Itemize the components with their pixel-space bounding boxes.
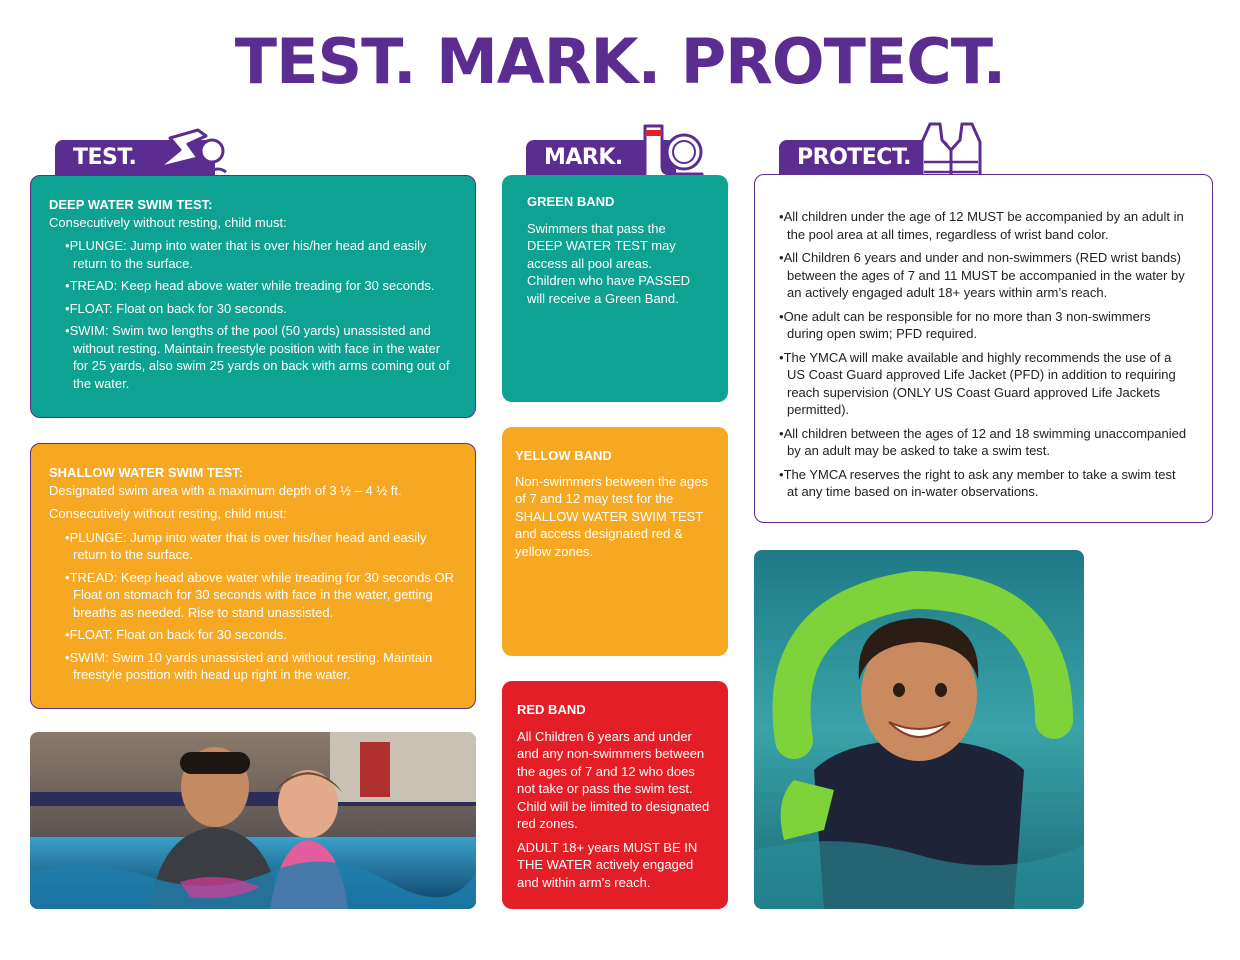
protect-rules-list (779, 208, 1188, 501)
yellow-band-card (502, 427, 728, 656)
yellow-band-text: Non-swimmers between the ages of 7 and 12 may test for the SHALLOW WATER SWIM TEST and access designated red & yellow zones. (515, 473, 708, 559)
deep-water-test-heading: DEEP WATER SWIM TEST: (49, 197, 213, 212)
list-item: • All Children 6 years and under and non-swimmers (RED wrist bands) between the ages of 7 and 11 MUST be accompanied in the water by an actively engaged adult 18+ years within arm’s reach. (779, 249, 1188, 302)
shallow-water-test-card (30, 443, 476, 709)
list-item: • TREAD: Keep head above water while treading for 30 seconds. (49, 277, 457, 295)
shallow-water-test-list (49, 529, 457, 684)
green-band-card (502, 175, 728, 402)
list-item: • FLOAT: Float on back for 30 seconds. (49, 626, 457, 644)
page-title: TEST. MARK. PROTECT. (234, 25, 1006, 98)
list-item: • The YMCA will make available and highly recommends the use of a US Coast Guard approved Life Jacket (PFD) in addition to requiring reach supervision (ONLY US Coast Guard approved Life Jackets permitted). (779, 349, 1188, 419)
parent-child-pool-photo (30, 732, 476, 909)
list-item: • All children under the age of 12 MUST be accompanied by an adult in the pool area at all times, regardless of wrist band color. (779, 208, 1188, 243)
boy-pool-noodle-photo (754, 550, 1084, 909)
list-item: • PLUNGE: Jump into water that is over his/her head and easily return to the surface. (49, 237, 457, 272)
list-item: • PLUNGE: Jump into water that is over his/her head and easily return to the surface. (49, 529, 457, 564)
list-item: • SWIM: Swim 10 yards unassisted and without resting. Maintain freestyle position with head up right in the water. (49, 649, 457, 684)
red-band-card (502, 681, 728, 909)
shallow-water-test-intro-2: Consecutively without resting, child must: (49, 506, 287, 521)
deep-water-test-intro: Consecutively without resting, child must: (49, 214, 287, 230)
deep-water-test-card (30, 175, 476, 418)
test-tab-label: TEST. (73, 145, 137, 170)
protect-rules-box (754, 174, 1213, 523)
list-item: • One adult can be responsible for no more than 3 non-swimmers during open swim; PFD required. (779, 308, 1188, 343)
green-band-heading: GREEN BAND (527, 194, 615, 209)
list-item: • FLOAT: Float on back for 30 seconds. (49, 300, 457, 318)
list-item: • The YMCA reserves the right to ask any member to take a swim test at any time based on in-water observations. (779, 466, 1188, 501)
list-item: • TREAD: Keep head above water while treading for 30 seconds OR Float on stomach for 30 seconds with face in the water, getting breaths as needed. Rise to stand unassisted. (49, 569, 457, 622)
list-item: • SWIM: Swim two lengths of the pool (50 yards) unassisted and without resting. Maintain freestyle position with face in the water for 25 yards, also swim 25 yards on back with arms coming out of the water. (49, 322, 457, 392)
green-band-text: Swimmers that pass the DEEP WATER TEST may access all pool areas. Children who have PASSED will receive a Green Band. (527, 220, 691, 306)
protect-tab-label: PROTECT. (797, 145, 911, 170)
shallow-water-test-intro: Designated swim area with a maximum depth of 3 ½ – 4 ½ ft. (49, 482, 402, 498)
red-band-heading: RED BAND (517, 702, 586, 717)
yellow-band-heading: YELLOW BAND (515, 448, 612, 463)
red-band-adult-text: ADULT 18+ years MUST BE IN THE WATER actively engaged and within arm’s reach. (517, 839, 698, 890)
mark-tab-label: MARK. (544, 145, 623, 170)
list-item: • All children between the ages of 12 and 18 swimming unaccompanied by an adult may be asked to take a swim test. (779, 425, 1188, 460)
shallow-water-test-heading: SHALLOW WATER SWIM TEST: (49, 465, 244, 480)
red-band-text: All Children 6 years and under and any non-swimmers between the ages of 7 and 12 who does not take or pass the swim test. Child will be limited to designated red zones. (517, 728, 710, 831)
deep-water-test-list (49, 237, 457, 392)
